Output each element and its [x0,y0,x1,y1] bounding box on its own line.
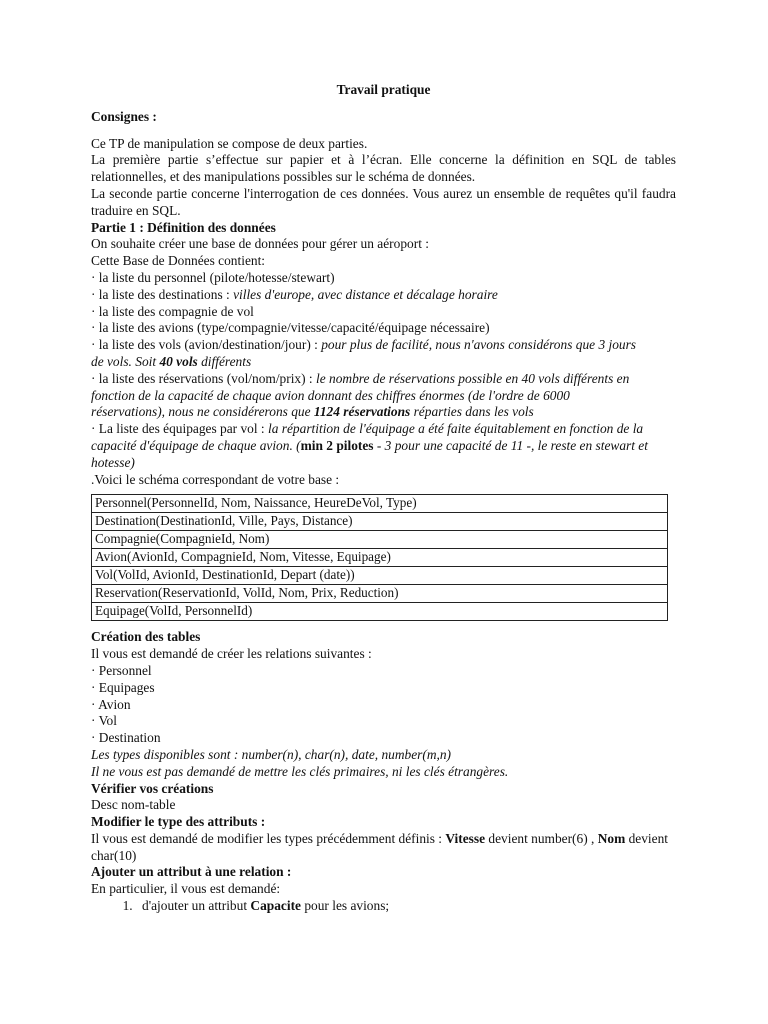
item-vols: · la liste des vols (avion/destination/jour) : pour plus de facilité, nous n'avons considérons que 3 jours de vols. Soit 40 vols différents [91,337,637,369]
item-reservations: · la liste des réservations (vol/nom/prix) : le nombre de réservations possible en 40 vols différents en fonction de la capacité de chaque avion donnant des chiffres énormes (de l'ordre de 6000 réservations), nous ne considérerons que 1124 réservations réparties dans les vols [91,370,630,420]
schema-intro: .Voici le schéma correspondant de votre base : [91,471,340,487]
table-row [92,567,668,585]
modifier-text: Il vous est demandé de modifier les types précédemment définis : Vitesse devient number(6) , Nom devient char(10) [91,830,669,863]
contient-line: Cette Base de Données contient: [91,253,266,269]
verifier-heading: Vérifier vos créations [91,780,214,796]
partie1-intro: On souhaite créer une base de données pour gérer un aéroport : [91,236,429,252]
relation-item: · Avion [91,696,131,712]
item-destinations: · la liste des destinations : villes d'europe, avec distance et décalage horaire [91,286,498,302]
steps-list [91,898,676,915]
desc-line: Desc nom-table [91,797,176,813]
schema-cell: Equipage(VolId, PersonnelId) [92,603,668,621]
partie1-heading: Partie 1 : Définition des données [91,219,276,235]
table-row [92,513,668,531]
types-note: Les types disponibles sont : number(n), char(n), date, number(m,n) [91,746,452,762]
schema-cell: Personnel(PersonnelId, Nom, Naissance, HeureDeVol, Type) [92,495,668,513]
document-page [91,82,676,915]
schema-table [91,494,668,621]
intro-line: La seconde partie concerne l'interrogation de ces données. Vous aurez un ensemble de requêtes qu'il faudra traduire en SQL. [91,185,676,218]
creation-intro: Il vous est demandé de créer les relations suivantes : [91,646,372,662]
modifier-heading: Modifier le type des attributs : [91,814,266,830]
item-avions: · la liste des avions (type/compagnie/vitesse/capacité/équipage nécessaire) [91,320,490,336]
intro-line: Ce TP de manipulation se compose de deux parties. [91,135,368,151]
schema-cell: Destination(DestinationId, Ville, Pays, Distance) [92,513,668,531]
relation-item: · Personnel [91,662,152,678]
consignes-heading: Consignes : [91,108,157,124]
schema-cell: Reservation(ReservationId, VolId, Nom, Prix, Reduction) [92,585,668,603]
list-item: 1. d'ajouter un attribut Capacite pour les avions; [136,898,676,915]
keys-note: Il ne vous est pas demandé de mettre les clés primaires, ni les clés étrangères. [91,763,509,779]
item-personnel: · la liste du personnel (pilote/hotesse/stewart) [91,269,335,285]
table-row [92,603,668,621]
item-compagnie: · la liste des compagnie de vol [91,303,254,319]
schema-cell: Avion(AvionId, CompagnieId, Nom, Vitesse, Equipage) [92,549,668,567]
schema-cell: Compagnie(CompagnieId, Nom) [92,531,668,549]
table-row [92,585,668,603]
relation-item: · Destination [91,730,161,746]
item-equipages: · La liste des équipages par vol : la répartition de l'équipage a été faite équitablement en fonction de la capacité d'équipage de chaque avion. (min 2 pilotes - 3 pour une capacité de 11 -, le reste en stewart et hotesse) [91,421,648,470]
table-row [92,531,668,549]
ajouter-intro: En particulier, il vous est demandé: [91,881,281,897]
document-title: Travail pratique [336,82,431,97]
relation-item: · Equipages [91,679,155,695]
table-row [92,495,668,513]
creation-heading: Création des tables [91,629,201,645]
relation-item: · Vol [91,713,117,729]
ajouter-heading: Ajouter un attribut à une relation : [91,864,292,880]
intro-line: La première partie s’effectue sur papier et à l’écran. Elle concerne la définition en SQL de tables relationnelles, et des manipulations possibles sur le schéma de données. [91,152,676,185]
schema-cell: Vol(VolId, AvionId, DestinationId, Depart (date)) [92,567,668,585]
table-row [92,549,668,567]
